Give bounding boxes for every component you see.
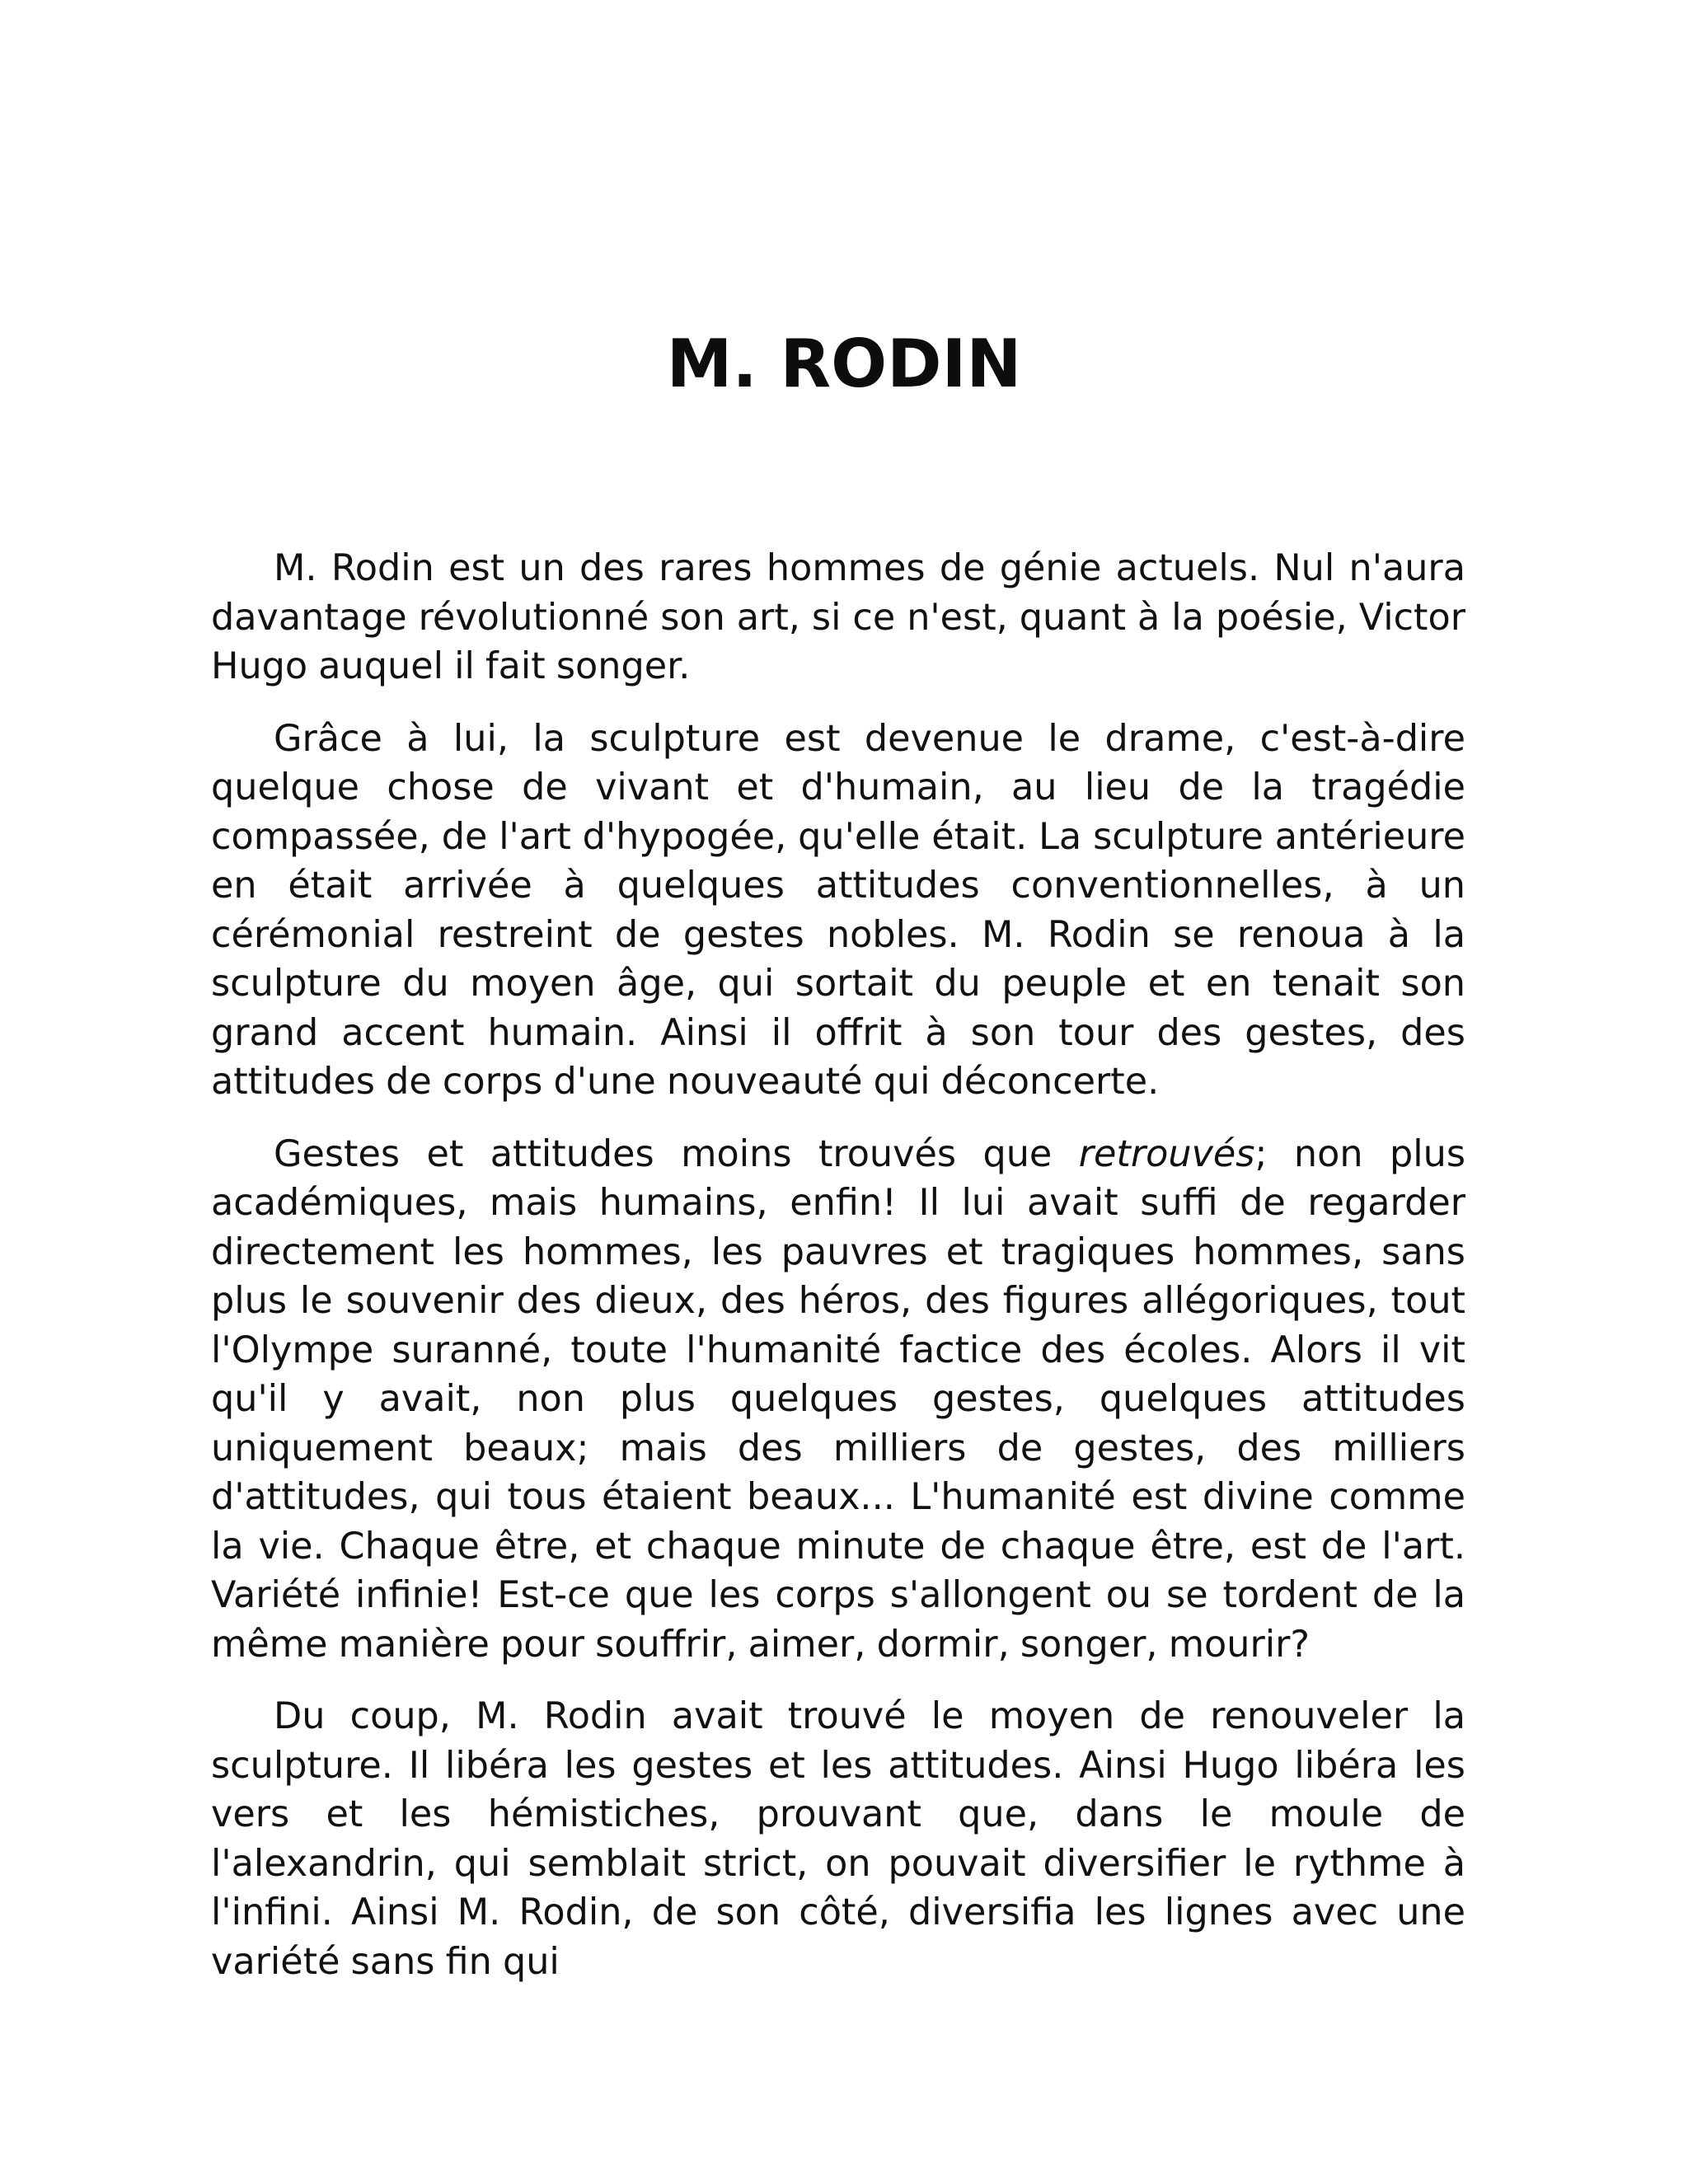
paragraph-1: M. Rodin est un des rares hommes de génie actuels. Nul n'aura davantage révolutionné son art, si ce n'est, quant à la poésie, Victor Hugo auquel il fait songer. [211,547,1465,687]
italic-word: retrouvés [1078,1132,1255,1175]
paragraph-3-before: Gestes et attitudes moins trouvés que [274,1132,1079,1175]
paragraph-3 [211,1130,1465,1670]
body-text [211,544,1465,2009]
paragraph-3-after: ; non plus académiques, mais humains, enfin! Il lui avait suffi de regarder directement les hommes, les pauvres et tragiques hommes, sans plus le souvenir des dieux, des héros, des figures allégoriques, tout l'Olympe suranné, toute l'humanité factice des écoles. Alors il vit qu'il y avait, non plus quelques gestes, quelques attitudes uniquement beaux; mais des milliers de gestes, des milliers d'attitudes, qui tous étaient beaux... L'humanité est divine comme la vie. Chaque être, et chaque minute de chaque être, est de l'art. Variété infinie! Est-ce que les corps s'allongent ou se tordent de la même manière pour souffrir, aimer, dormir, songer, mourir? [211,1132,1465,1666]
paragraph-2: Grâce à lui, la sculpture est devenue le drame, c'est-à-dire quelque chose de vivant et d'humain, au lieu de la tragédie compassée, de l'art d'hypogée, qu'elle était. La sculpture antérieure en était arrivée à quelques attitudes conventionnelles, à un cérémonial restreint de gestes nobles. M. Rodin se renoua à la sculpture du moyen âge, qui sortait du peuple et en tenait son grand accent humain. Ainsi il offrit à son tour des gestes, des attitudes de corps d'une nouveauté qui déconcerte. [211,717,1465,1103]
page-title: M. RODIN [666,326,1022,402]
paragraph-4: Du coup, M. Rodin avait trouvé le moyen de renouveler la sculpture. Il libéra les gestes et les attitudes. Ainsi Hugo libéra les vers et les hémistiches, prouvant que, dans le moule de l'alexandrin, qui semblait strict, on pouvait diversifier le rythme à l'infini. Ainsi M. Rodin, de son côté, diversifia les lignes avec une variété sans fin qui [211,1695,1465,1983]
